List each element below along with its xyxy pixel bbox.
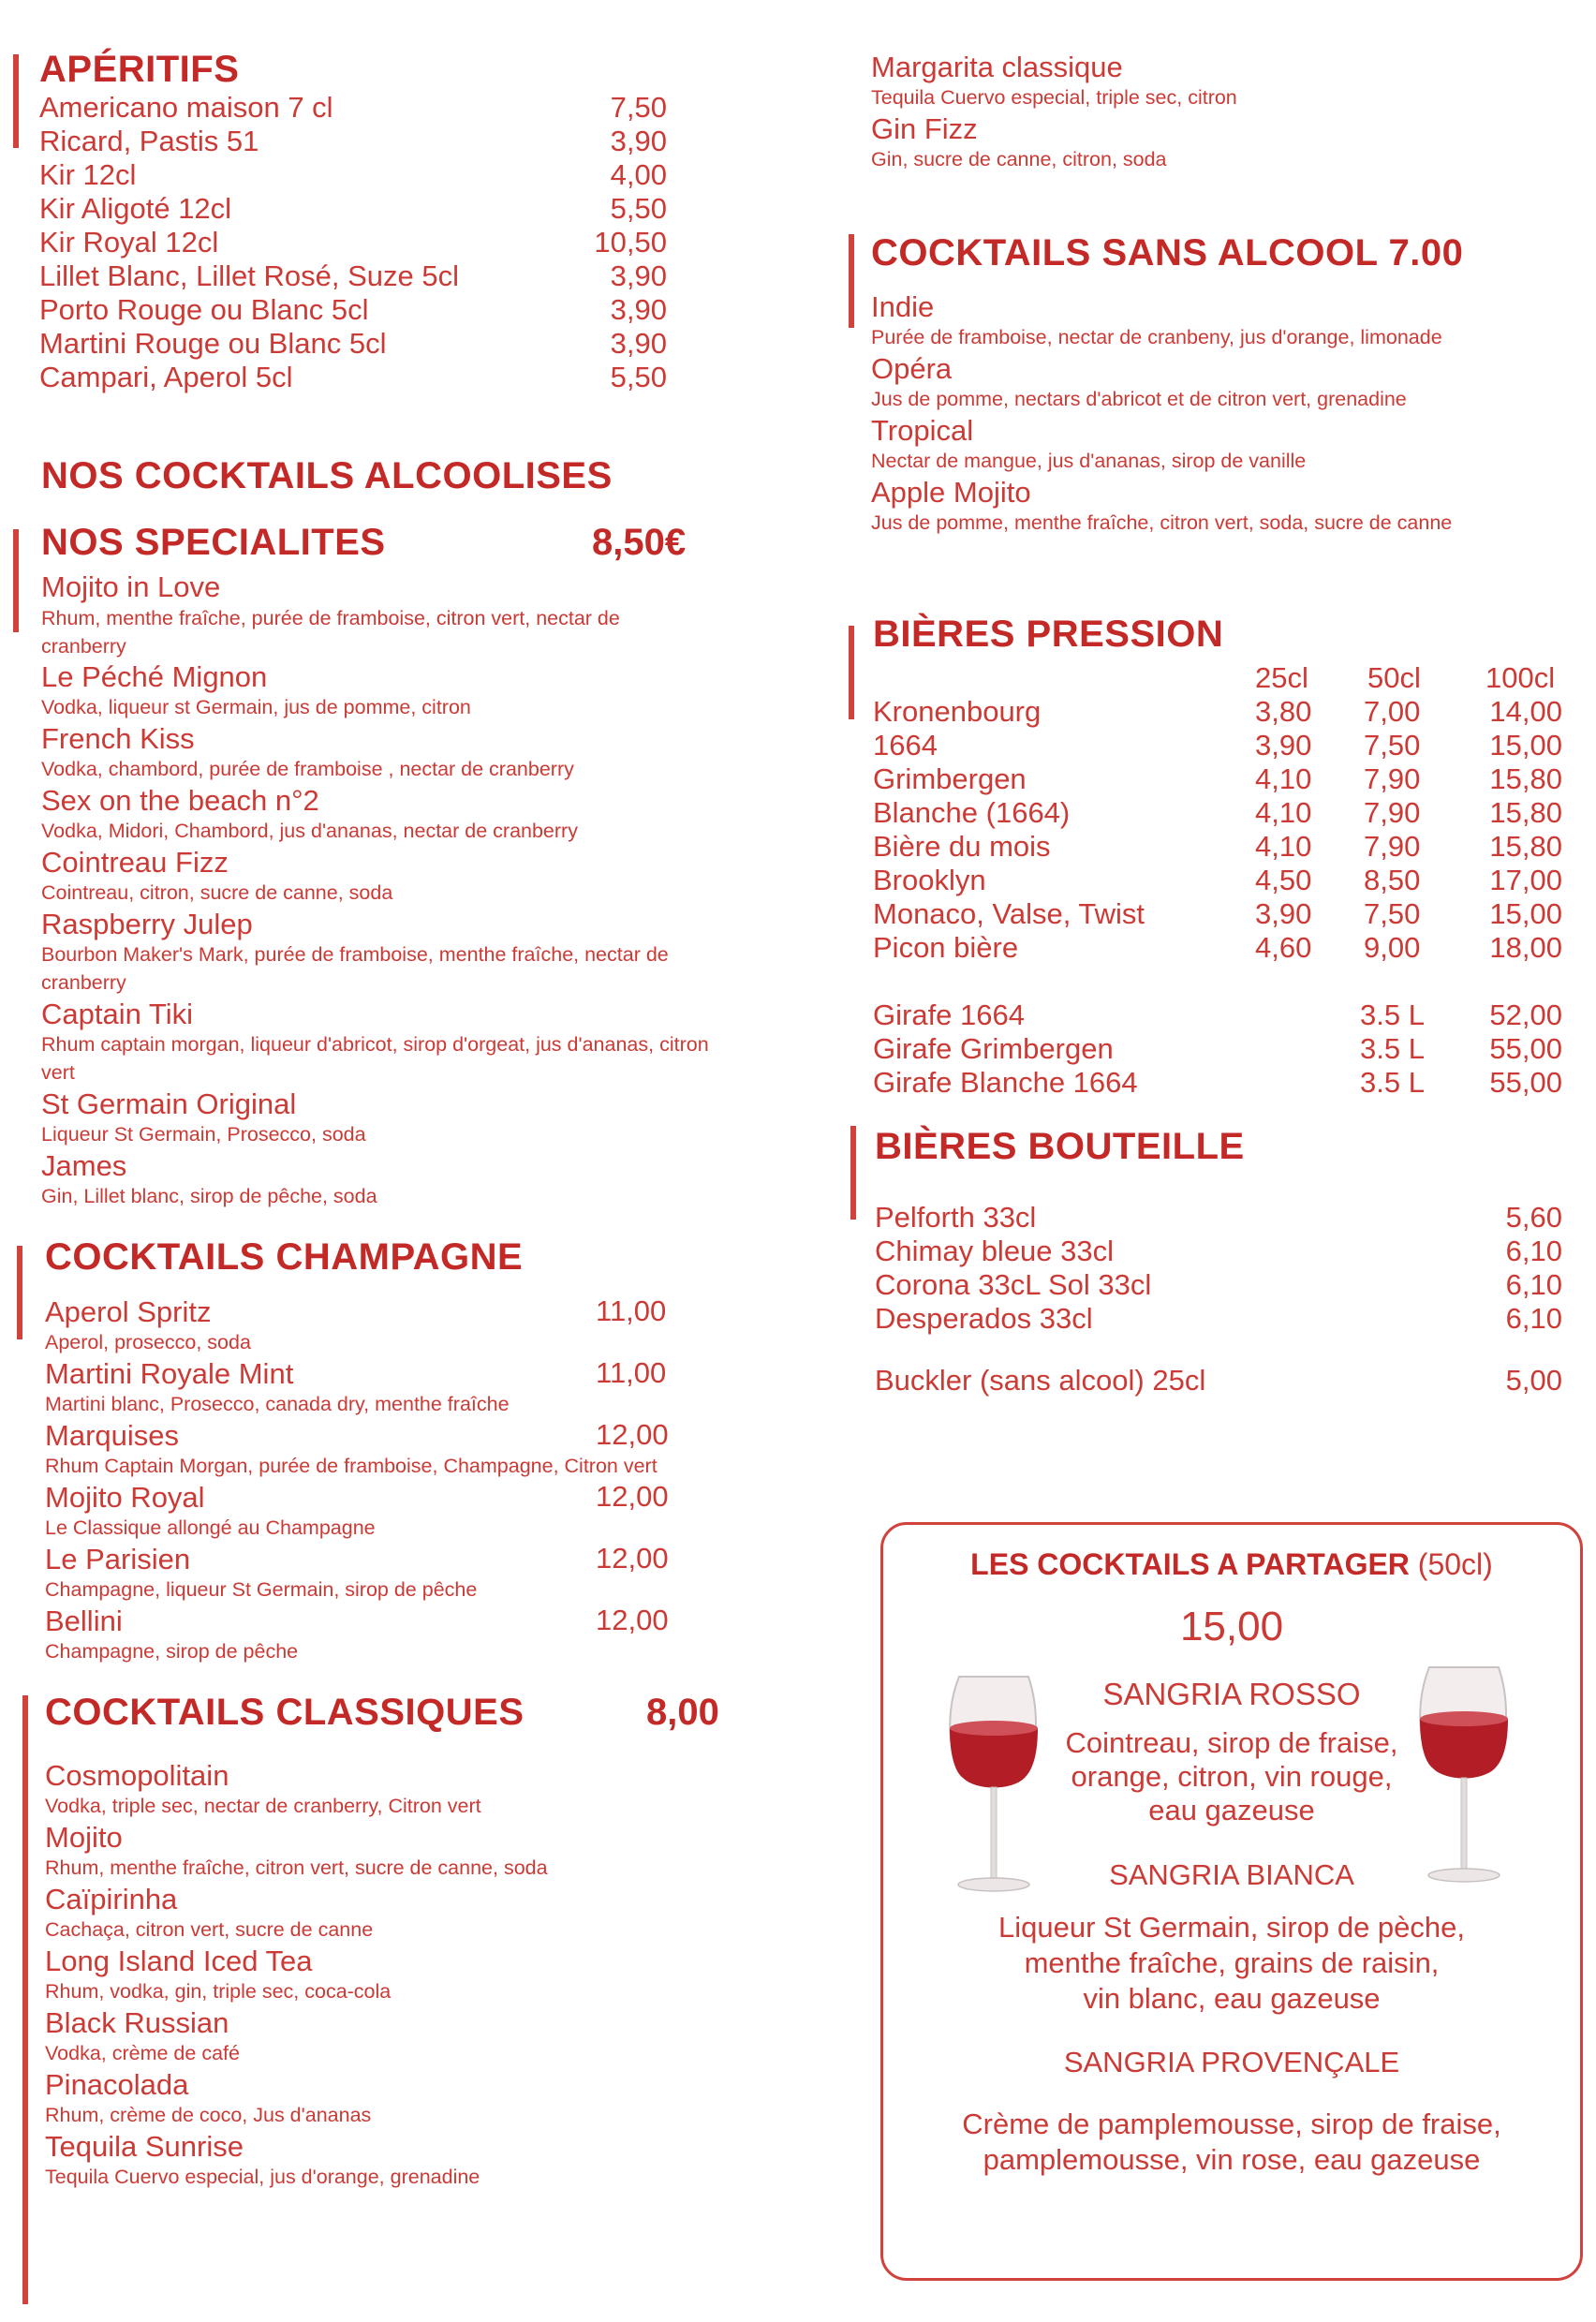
cocktail-name: Indie xyxy=(871,290,935,323)
girafe-name: Girafe Grimbergen xyxy=(873,1032,1114,1065)
cocktail-desc: Rhum, menthe fraîche, purée de framboise, citron vert, nectar de cranberry xyxy=(41,607,620,658)
column-header: 50cl xyxy=(1367,661,1421,694)
cocktail-desc: Aperol, prosecco, soda xyxy=(45,1331,251,1353)
beer-price-100: 15,00 xyxy=(1489,897,1562,930)
sangria-name: SANGRIA ROSSO xyxy=(1102,1677,1361,1711)
specialites-price: 8,50€ xyxy=(592,522,687,563)
column-header: 100cl xyxy=(1485,661,1556,694)
cocktail-name: Mojito in Love xyxy=(41,570,221,603)
beer-name: Blanche (1664) xyxy=(873,796,1071,829)
cocktail-name: Apple Mojito xyxy=(871,476,1031,509)
cocktail-name: Mojito xyxy=(45,1821,123,1854)
cocktail-name: Marquises xyxy=(45,1419,179,1452)
beer-price-25: 4,60 xyxy=(1255,931,1312,964)
cocktail-desc: Jus de pomme, menthe fraîche, citron vert, soda, sucre de canne xyxy=(871,511,1453,534)
bouteille-title: BIÈRES BOUTEILLE xyxy=(875,1126,1245,1167)
sangria-desc-line: eau gazeuse xyxy=(1148,1794,1315,1827)
aperitif-price: 7,50 xyxy=(610,91,667,124)
cocktail-desc: Vodka, chambord, purée de framboise , nectar de cranberry xyxy=(41,758,574,780)
aperitif-price: 4,00 xyxy=(610,158,667,191)
cocktail-desc: Vodka, crème de café xyxy=(45,2042,240,2064)
cocktail-name: Cointreau Fizz xyxy=(41,846,229,879)
sans-alcool-title: COCKTAILS SANS ALCOOL 7.00 xyxy=(871,232,1464,274)
cocktail-desc: Champagne, liqueur St Germain, sirop de pêche xyxy=(45,1578,478,1601)
cocktail-price: 12,00 xyxy=(596,1480,669,1513)
beer-name: Brooklyn xyxy=(873,864,986,896)
beer-price-25: 4,10 xyxy=(1255,762,1312,795)
cocktail-name: Le Péché Mignon xyxy=(41,660,268,693)
cocktail-name: French Kiss xyxy=(41,722,195,755)
beer-name: Corona 33cL Sol 33cl xyxy=(875,1268,1152,1301)
beer-price-100: 15,80 xyxy=(1489,830,1562,863)
aperitif-name: Porto Rouge ou Blanc 5cl xyxy=(39,293,369,326)
cocktail-price: 11,00 xyxy=(596,1294,667,1327)
cocktail-desc: Champagne, sirop de pêche xyxy=(45,1640,299,1663)
beer-price-50: 7,00 xyxy=(1364,695,1421,728)
beer-price: 6,10 xyxy=(1505,1302,1562,1335)
cocktail-name: Gin Fizz xyxy=(871,112,978,145)
cocktail-price: 12,00 xyxy=(596,1542,669,1575)
cocktail-name: Pinacolada xyxy=(45,2068,189,2101)
cocktail-desc: Vodka, Midori, Chambord, jus d'ananas, nectar de cranberry xyxy=(41,820,578,842)
section-bar xyxy=(850,1126,856,1220)
beer-price-25: 3,90 xyxy=(1255,729,1312,762)
beer-price: 6,10 xyxy=(1505,1235,1562,1267)
beer-name: Buckler (sans alcool) 25cl xyxy=(875,1364,1206,1397)
classiques-title: COCKTAILS CLASSIQUES xyxy=(45,1692,525,1733)
girafe-size: 3.5 L xyxy=(1360,1032,1425,1065)
beer-price-100: 14,00 xyxy=(1489,695,1562,728)
aperitif-name: Kir 12cl xyxy=(39,158,137,191)
cocktail-desc: Purée de framboise, nectar de cranbeny, jus d'orange, limonade xyxy=(871,326,1442,348)
cocktail-desc: Cachaça, citron vert, sucre de canne xyxy=(45,1918,374,1941)
pression-title: BIÈRES PRESSION xyxy=(873,614,1224,655)
cocktail-name: Martini Royale Mint xyxy=(45,1357,294,1390)
cocktail-desc: Rhum, menthe fraîche, citron vert, sucre de canne, soda xyxy=(45,1856,548,1879)
cocktail-name: Raspberry Julep xyxy=(41,908,253,940)
cocktail-name: St Germain Original xyxy=(41,1087,297,1120)
aperitif-name: Kir Royal 12cl xyxy=(39,226,219,259)
beer-price-100: 15,80 xyxy=(1489,762,1562,795)
cocktail-desc: Tequila Cuervo especial, triple sec, citron xyxy=(871,86,1237,109)
girafe-price: 55,00 xyxy=(1489,1032,1562,1065)
cocktail-name: Cosmopolitain xyxy=(45,1759,229,1792)
cocktail-desc: Cointreau, citron, sucre de canne, soda xyxy=(41,881,393,904)
cocktail-name: Captain Tiki xyxy=(41,998,193,1030)
section-bar xyxy=(13,54,19,148)
aperitif-price: 3,90 xyxy=(610,259,667,292)
sangria-desc-line: Liqueur St Germain, sirop de pèche, xyxy=(998,1911,1465,1944)
aperitif-name: Kir Aligoté 12cl xyxy=(39,192,232,225)
cocktail-price: 12,00 xyxy=(596,1418,669,1451)
cocktail-price: 11,00 xyxy=(596,1356,667,1389)
column-header: 25cl xyxy=(1255,661,1308,694)
girafe-name: Girafe Blanche 1664 xyxy=(873,1066,1138,1099)
aperitif-price: 3,90 xyxy=(610,125,667,157)
cocktail-name: Mojito Royal xyxy=(45,1481,205,1514)
beer-name: Kronenbourg xyxy=(873,695,1042,728)
cocktail-name: James xyxy=(41,1149,127,1182)
cocktail-name: Le Parisien xyxy=(45,1543,191,1575)
cocktail-name: Sex on the beach n°2 xyxy=(41,784,319,817)
sangria-desc-line: Cointreau, sirop de fraise, xyxy=(1065,1726,1398,1759)
aperitifs-title: APÉRITIFS xyxy=(39,49,240,90)
cocktail-desc: Rhum Captain Morgan, purée de framboise, Champagne, Citron vert xyxy=(45,1455,658,1477)
beer-price-100: 15,00 xyxy=(1489,729,1562,762)
girafe-name: Girafe 1664 xyxy=(873,998,1025,1031)
beer-price-25: 4,10 xyxy=(1255,796,1312,829)
beer-name: Chimay bleue 33cl xyxy=(875,1235,1115,1267)
beer-price-50: 7,90 xyxy=(1364,830,1421,863)
beer-price-50: 7,50 xyxy=(1364,729,1421,762)
cocktail-desc: Liqueur St Germain, Prosecco, soda xyxy=(41,1123,366,1146)
beer-price-50: 7,90 xyxy=(1364,762,1421,795)
cocktail-name: Margarita classique xyxy=(871,51,1123,83)
sangria-desc-line: vin blanc, eau gazeuse xyxy=(1083,1982,1381,2015)
aperitif-price: 5,50 xyxy=(610,192,667,225)
cocktail-name: Bellini xyxy=(45,1605,123,1637)
partager-subtitle: (50cl) xyxy=(1417,1547,1493,1581)
beer-name: Monaco, Valse, Twist xyxy=(873,897,1145,930)
partager-title xyxy=(880,1547,1583,1582)
aperitif-name: Americano maison 7 cl xyxy=(39,91,333,124)
beer-name: Pelforth 33cl xyxy=(875,1201,1037,1234)
sangria-name: SANGRIA PROVENÇALE xyxy=(1063,2046,1400,2078)
beer-price: 5,00 xyxy=(1505,1364,1562,1397)
alcoolises-title: NOS COCKTAILS ALCOOLISES xyxy=(41,455,613,496)
cocktail-desc: Martini blanc, Prosecco, canada dry, menthe fraîche xyxy=(45,1393,510,1415)
cocktail-price: 12,00 xyxy=(596,1604,669,1636)
cocktail-desc: Jus de pomme, nectars d'abricot et de citron vert, grenadine xyxy=(871,388,1407,410)
sangria-desc-line: pamplemousse, vin rose, eau gazeuse xyxy=(983,2143,1481,2176)
cocktail-name: Long Island Iced Tea xyxy=(45,1945,313,1977)
beer-price-50: 7,50 xyxy=(1364,897,1421,930)
beer-price-25: 4,10 xyxy=(1255,830,1312,863)
cocktail-desc: Rhum captain morgan, liqueur d'abricot, sirop d'orgeat, jus d'ananas, citron vert xyxy=(41,1033,709,1084)
beer-price-50: 8,50 xyxy=(1364,864,1421,896)
section-bar xyxy=(13,529,19,632)
girafe-price: 52,00 xyxy=(1489,998,1562,1031)
specialites-title: NOS SPECIALITES xyxy=(41,522,386,563)
beer-price-25: 4,50 xyxy=(1255,864,1312,896)
beer-price-100: 15,80 xyxy=(1489,796,1562,829)
cocktail-desc: Nectar de mangue, jus d'ananas, sirop de vanille xyxy=(871,450,1307,472)
cocktail-desc: Le Classique allongé au Champagne xyxy=(45,1516,376,1539)
cocktail-desc: Vodka, liqueur st Germain, jus de pomme, citron xyxy=(41,696,471,718)
aperitif-name: Ricard, Pastis 51 xyxy=(39,125,259,157)
classiques-price: 8,00 xyxy=(646,1692,719,1733)
partager-price: 15,00 xyxy=(1179,1604,1284,1649)
cocktail-desc: Tequila Cuervo especial, jus d'orange, grenadine xyxy=(45,2166,480,2188)
aperitif-price: 10,50 xyxy=(594,226,667,259)
cocktail-name: Tropical xyxy=(871,414,974,447)
beer-price-25: 3,90 xyxy=(1255,897,1312,930)
sangria-desc-line: orange, citron, vin rouge, xyxy=(1071,1760,1393,1793)
aperitif-price: 5,50 xyxy=(610,361,667,393)
aperitif-name: Campari, Aperol 5cl xyxy=(39,361,293,393)
beer-name: Bière du mois xyxy=(873,830,1051,863)
cocktail-desc: Gin, Lillet blanc, sirop de pêche, soda xyxy=(41,1185,377,1207)
aperitif-price: 3,90 xyxy=(610,327,667,360)
beer-price: 5,60 xyxy=(1505,1201,1562,1234)
girafe-price: 55,00 xyxy=(1489,1066,1562,1099)
girafe-size: 3.5 L xyxy=(1360,998,1425,1031)
beer-name: Desperados 33cl xyxy=(875,1302,1093,1335)
beer-price-50: 9,00 xyxy=(1364,931,1421,964)
beer-price-100: 17,00 xyxy=(1489,864,1562,896)
cocktail-desc: Rhum, crème de coco, Jus d'ananas xyxy=(45,2104,372,2126)
cocktail-desc: Vodka, triple sec, nectar de cranberry, Citron vert xyxy=(45,1795,481,1817)
cocktail-name: Caïpirinha xyxy=(45,1883,178,1915)
girafe-size: 3.5 L xyxy=(1360,1066,1425,1099)
beer-price-100: 18,00 xyxy=(1489,931,1562,964)
cocktail-name: Tequila Sunrise xyxy=(45,2130,244,2163)
cocktail-name: Aperol Spritz xyxy=(45,1295,212,1328)
section-bar xyxy=(849,626,854,719)
beer-price: 6,10 xyxy=(1505,1268,1562,1301)
cocktail-name: Opéra xyxy=(871,352,953,385)
aperitif-name: Lillet Blanc, Lillet Rosé, Suze 5cl xyxy=(39,259,460,292)
aperitif-price: 3,90 xyxy=(610,293,667,326)
beer-name: Grimbergen xyxy=(873,762,1027,795)
champagne-title: COCKTAILS CHAMPAGNE xyxy=(45,1236,524,1278)
wine-glass-icon xyxy=(942,1667,1045,1901)
sangria-name: SANGRIA BIANCA xyxy=(1109,1858,1354,1891)
beer-name: Picon bière xyxy=(873,931,1019,964)
cocktail-desc: Gin, sucre de canne, citron, soda xyxy=(871,148,1167,170)
sangria-desc-line: Crème de pamplemousse, sirop de fraise, xyxy=(962,2108,1501,2140)
aperitif-name: Martini Rouge ou Blanc 5cl xyxy=(39,327,387,360)
section-bar xyxy=(22,1695,28,2304)
beer-price-50: 7,90 xyxy=(1364,796,1421,829)
cocktail-name: Black Russian xyxy=(45,2006,229,2039)
beer-price-25: 3,80 xyxy=(1255,695,1312,728)
cocktail-desc: Rhum, vodka, gin, triple sec, coca-cola xyxy=(45,1980,392,2003)
section-bar xyxy=(849,234,854,328)
wine-glass-icon xyxy=(1412,1658,1515,1892)
cocktail-desc: Bourbon Maker's Mark, purée de framboise, menthe fraîche, nectar de cranberry xyxy=(41,943,669,994)
partager-heading: LES COCKTAILS A PARTAGER xyxy=(970,1547,1410,1581)
sangria-desc-line: menthe fraîche, grains de raisin, xyxy=(1024,1946,1440,1979)
section-bar xyxy=(17,1246,22,1339)
beer-name: 1664 xyxy=(873,729,938,762)
